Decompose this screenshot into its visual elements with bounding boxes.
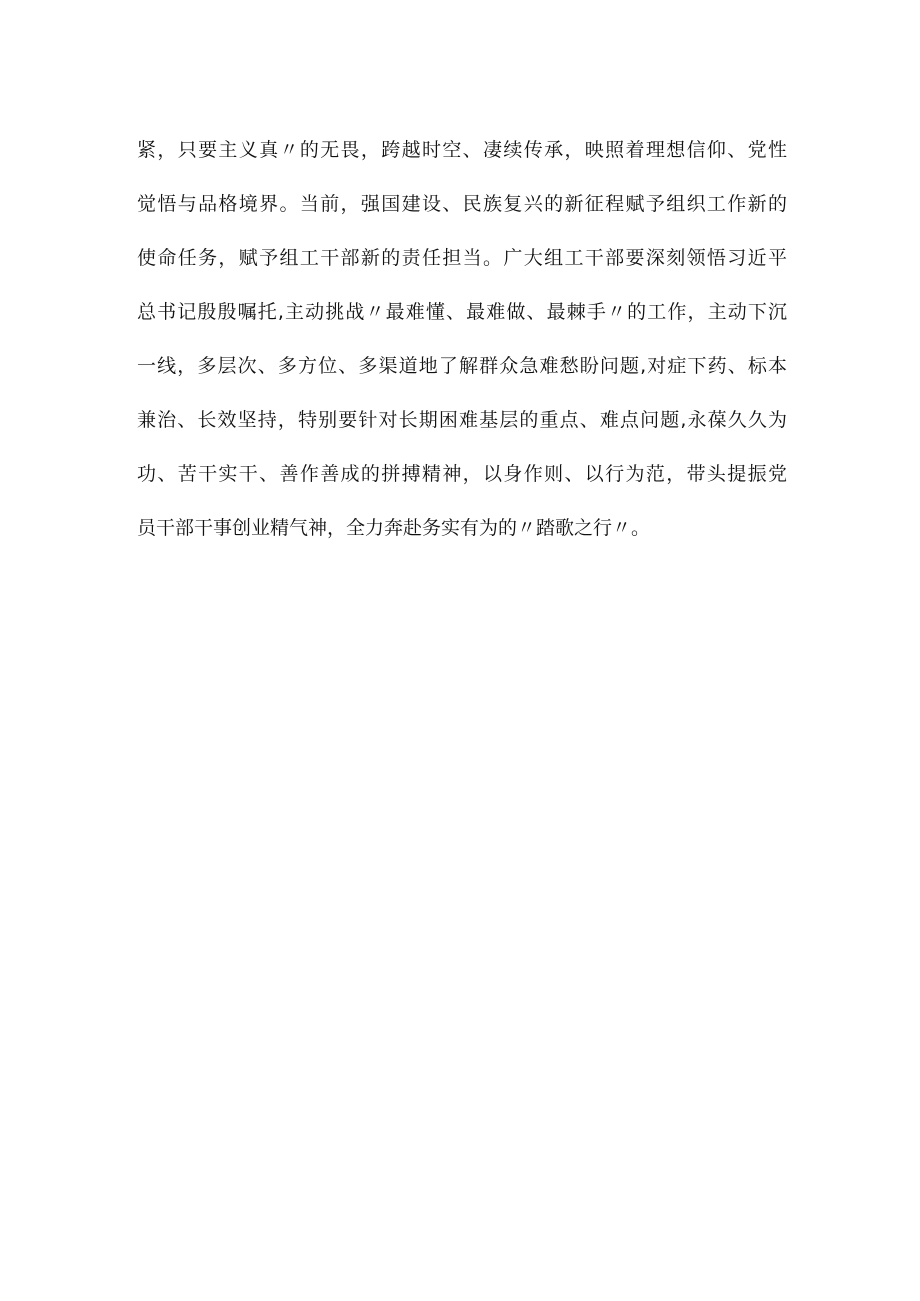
paragraph-line: 觉悟与品格境界。当前，强国建设、民族复兴的新征程赋予组织工作新的 [137, 193, 787, 215]
paragraph-line: 功、苦干实干、善作善成的拼搏精神，以身作则、以行为范，带头提振党 [137, 463, 787, 485]
paragraph-line: 一线，多层次、多方位、多渠道地了解群众急难愁盼问题,对症下药、标本 [137, 355, 787, 377]
paragraph-line: 兼治、长效坚持，特别要针对长期困难基层的重点、难点问题,永葆久久为 [137, 409, 787, 431]
paragraph-line: 员干部干事创业精气神，全力奔赴务实有为的〃踏歌之行〃。 [137, 517, 651, 539]
paragraph-line: 使命任务，赋予组工干部新的责任担当。广大组工干部要深刻领悟习近平 [137, 247, 787, 269]
paragraph-line: 总书记殷殷嘱托,主动挑战〃最难懂、最难做、最棘手〃的工作，主动下沉 [137, 301, 787, 323]
body-paragraph [137, 123, 787, 555]
paragraph-line: 紧，只要主义真〃的无畏，跨越时空、凄续传承，映照着理想信仰、党性 [137, 139, 787, 161]
